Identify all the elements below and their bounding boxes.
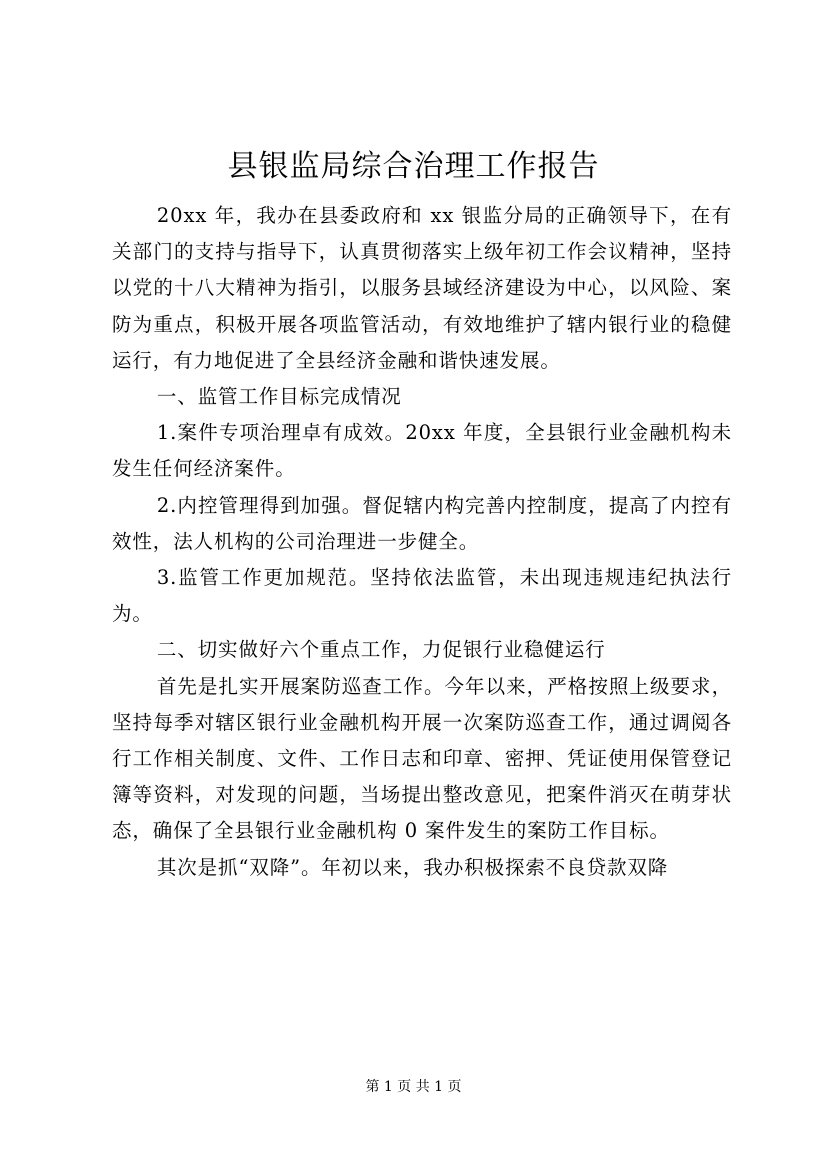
paragraph-double-reduction: 其次是抓“双降”。年初以来，我办积极探索不良贷款双降	[156, 855, 669, 879]
heading-section-1: 一、监管工作目标完成情况	[156, 385, 402, 409]
heading-section-2: 二、切实做好六个重点工作，力促银行业稳健运行	[156, 638, 606, 662]
paragraph-item-1: 1.案件专项治理卓有成效。20xx 年度，全县银行业金融机构未发生任何经济案件。	[112, 421, 732, 481]
paragraph-intro: 20xx 年，我办在县委政府和 xx 银监分局的正确领导下，在有关部门的支持与指导下，认真贯彻落实上级年初工作会议精神，坚持以党的十八大精神为指引，以服务县域经济建设为中心，以风险、案防为重点，积极开展各项监管活动，有效地维护了辖内银行业的稳健运行，有力地促进了全县经济金融和谐快速发展。	[112, 204, 732, 372]
paragraph-item-2: 2.内控管理得到加强。督促辖内构完善内控制度，提高了内控有效性，法人机构的公司治理进一步健全。	[112, 493, 732, 553]
paragraph-case-prevention: 首先是扎实开展案防巡查工作。今年以来，严格按照上级要求，坚持每季对辖区银行业金融机构开展一次案防巡查工作，通过调阅各行工作相关制度、文件、工作日志和印章、密押、凭证使用保管登记簿等资料，对发现的问题，当场提出整改意见，把案件消灭在萌芽状态，确保了全县银行业金融机构 0 案件发生的案防工作目标。	[112, 674, 732, 843]
document-title: 县银监局综合治理工作报告	[227, 149, 600, 184]
page-footer: 第 1 页 共 1 页	[365, 1079, 462, 1095]
document-body	[112, 198, 732, 886]
paragraph-item-3: 3.监管工作更加规范。坚持依法监管，未出现违规违纪执法行为。	[112, 566, 732, 626]
